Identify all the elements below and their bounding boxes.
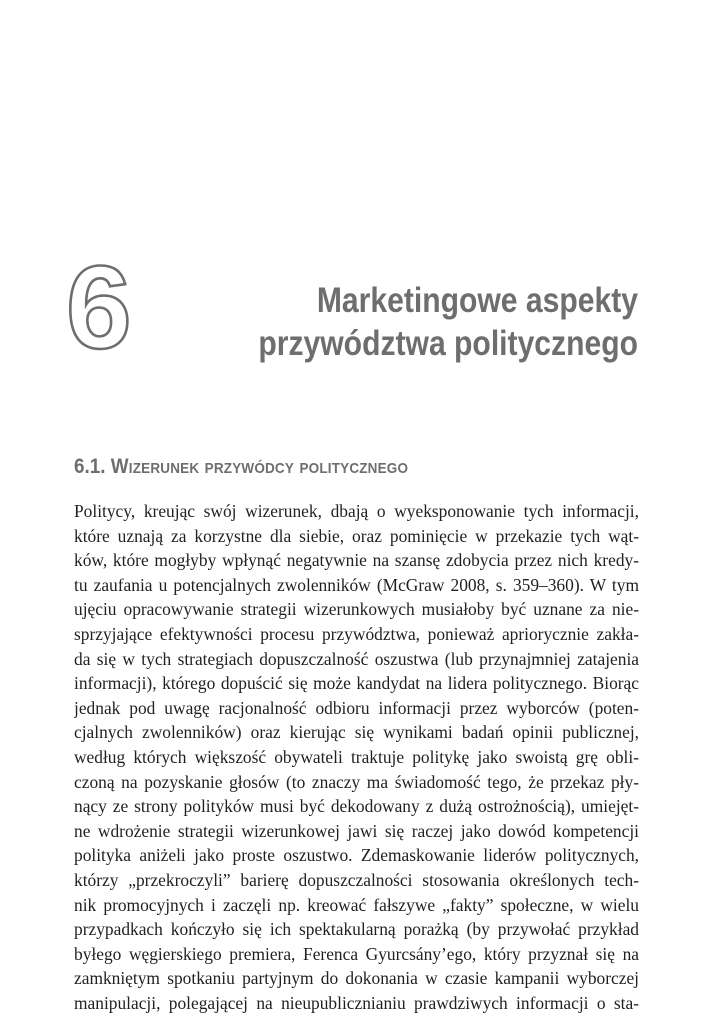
text-line: jednak pod uwagę racjonalność odbioru informacji przez wyborców (poten- (74, 697, 639, 718)
chapter-title-line-1: Marketingowe aspekty (316, 281, 638, 320)
text-line: tu zaufania u potencjalnych zwolenników (McGraw 2008, s. 359–360). W tym (74, 574, 639, 595)
section-title: Wizerunek przywódcy politycznego (110, 455, 409, 478)
chapter-title-line-2: przywództwa politycznego (258, 324, 638, 363)
chapter-title (242, 279, 638, 365)
text-line: przypadkach kończyło się ich spektakularną porażką (by przywołać przykład (74, 919, 639, 940)
body-paragraph (74, 499, 639, 1015)
section-heading (74, 453, 583, 481)
text-line: ne wdrożenie strategii wizerunkowej jawi się raczej jako dowód kompetencji (74, 820, 639, 841)
text-line: którzy „przekroczyli” barierę dopuszczalności stosowania określonych tech- (74, 869, 639, 890)
text-line: byłego węgierskiego premiera, Ferenca Gyurcsány’ego, który przyznał się na (74, 943, 639, 964)
section-number: 6.1. (74, 455, 106, 478)
text-line: sprzyjające efektywności procesu przywództwa, ponieważ apriorycznie zakła- (74, 623, 639, 644)
text-line: da się w tych strategiach dopuszczalność oszustwa (lub przynajmniej zatajenia (74, 648, 639, 669)
text-line: polityka aniżeli jako proste oszustwo. Zdemaskowanie liderów politycznych, (74, 845, 639, 866)
text-line: nik promocyjnych i zaczęli np. kreować fałszywe „fakty” społeczne, w wielu (74, 894, 639, 915)
text-line: Politycy, kreując swój wizerunek, dbają o wyeksponowanie tych informacji, (74, 501, 639, 521)
text-line: manipulacji, polegającej na nieupublicznianiu prawdziwych informacji o sta- (74, 992, 639, 1013)
text-line: według których większość obywateli traktuje politykę jako swoistą grę obli- (74, 746, 639, 767)
text-line: czoną na pozyskanie głosów (to znaczy ma świadomość tego, że przekaz pły- (74, 771, 639, 792)
text-line: które uznają za korzystne dla siebie, oraz pominięcie w przekazie tych wąt- (74, 525, 639, 546)
text-line: cjalnych zwolenników) oraz kierując się wynikami badań opinii publicznej, (74, 722, 639, 743)
text-line: ujęciu opracowywanie strategii wizerunkowych musiałoby być uznane za nie- (74, 599, 639, 620)
text-line: nący ze strony polityków musi być dekodowany z dużą ostrożnością), umiejęt- (74, 796, 639, 817)
text-line: informacji), którego dopuścić się może kandydat na lidera politycznego. Biorąc (74, 673, 639, 694)
chapter-number: 6 (66, 242, 132, 374)
text-line: zamkniętym spotkaniu partyjnym do dokonania w czasie kampanii wyborczej (74, 968, 639, 989)
text-line: ków, które mogłyby wpłynąć negatywnie na szansę zdobycia przez nich kredy- (74, 550, 639, 571)
